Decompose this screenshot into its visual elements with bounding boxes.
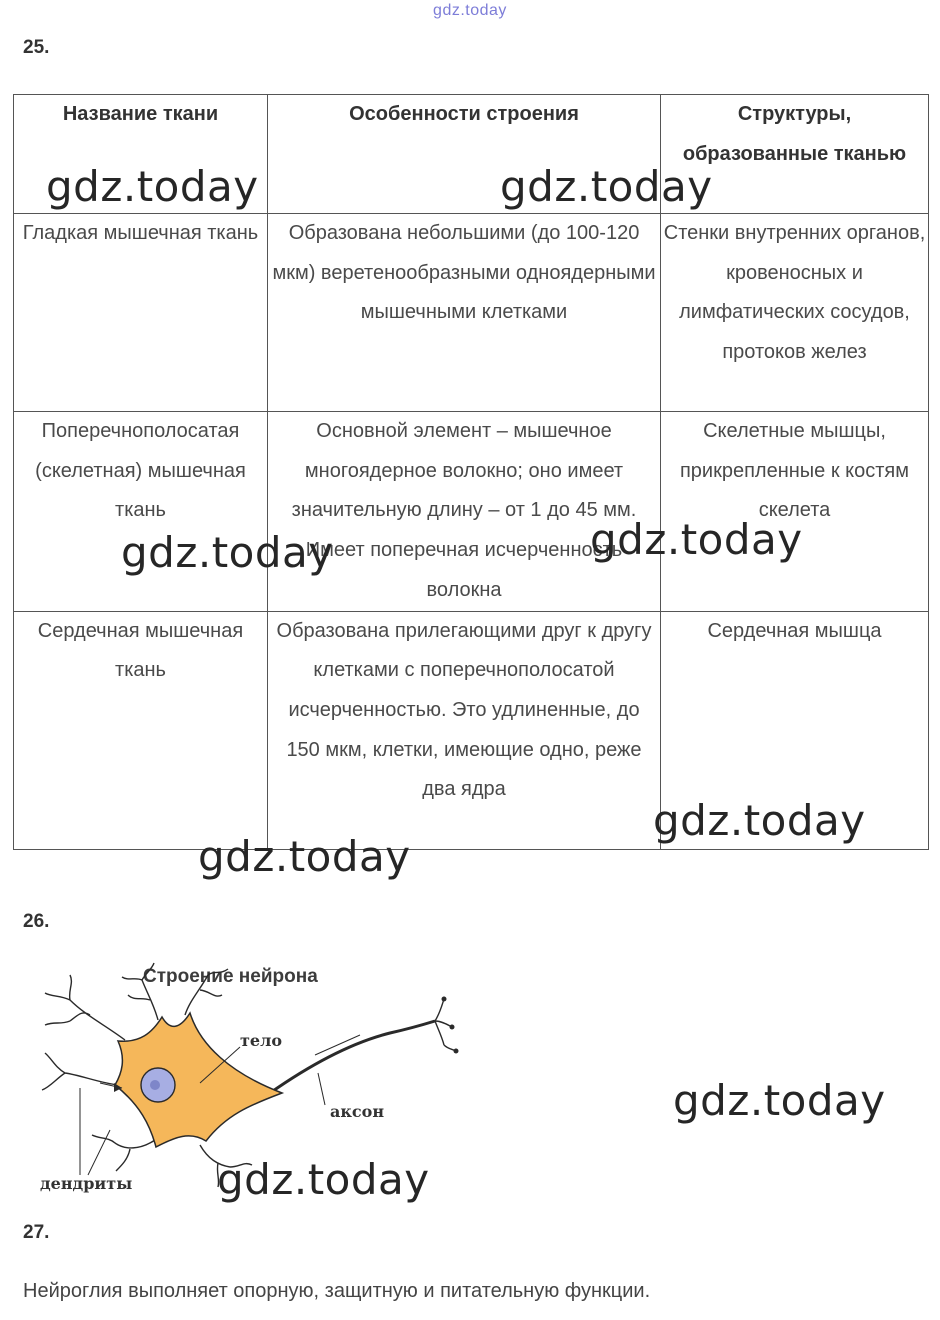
- watermark: gdz.today: [653, 796, 866, 845]
- cell-formed-structures: Скелетные мышцы, прикрепленные к костям скелета: [661, 412, 929, 612]
- axon-terminal: [450, 1025, 455, 1030]
- label-axon: аксон: [330, 1102, 385, 1121]
- table-header-row: [14, 95, 929, 214]
- task-27-number: 27.: [23, 1222, 50, 1243]
- watermark: gdz.today: [673, 1076, 886, 1125]
- watermark: gdz.today: [217, 1155, 430, 1204]
- cell-tissue-name: Сердечная мышечная ткань: [14, 611, 268, 849]
- neuron-diagram: [30, 955, 460, 1205]
- table-row: [14, 611, 929, 849]
- watermark: gdz.today: [590, 515, 803, 564]
- cell-structure-features: Образована небольшими (до 100-120 мкм) веретенообразными одноядерными мышечными клетками: [268, 214, 661, 412]
- cell-formed-structures: Стенки внутренних органов, кровеносных и лимфатических сосудов, протоков желез: [661, 214, 929, 412]
- watermark: gdz.today: [198, 832, 411, 881]
- header-tissue-name: Название ткани: [14, 95, 268, 214]
- cell-structure-features: Образована прилегающими друг к другу клетками с поперечнополосатой исчерченностью. Это удлиненные, до 150 мкм, клетки, имеющие одно, реже два ядра: [268, 611, 661, 849]
- task-26-number: 26.: [23, 911, 50, 932]
- task-27-answer: Нейроглия выполняет опорную, защитную и питательную функции.: [23, 1280, 651, 1302]
- neuron-figure-title: Строение нейрона: [143, 966, 318, 987]
- cell-tissue-name: Гладкая мышечная ткань: [14, 214, 268, 412]
- tissue-table: [13, 94, 929, 850]
- neuron-nucleolus: [150, 1080, 160, 1090]
- site-logo[interactable]: gdz.today: [433, 2, 507, 19]
- table-row: [14, 412, 929, 612]
- table-row: [14, 214, 929, 412]
- label-dendrites: дендриты: [40, 1174, 133, 1193]
- axon-terminal: [454, 1049, 459, 1054]
- watermark: gdz.today: [500, 162, 713, 211]
- watermark: gdz.today: [121, 528, 334, 577]
- axon-terminal: [442, 997, 447, 1002]
- task-25-number: 25.: [23, 37, 50, 58]
- header-formed-structures: Структуры, образованные тканью: [661, 95, 929, 214]
- header-structure-features: Особенности строения: [268, 95, 661, 214]
- cell-tissue-name: Поперечнополосатая (скелетная) мышечная ткань: [14, 412, 268, 612]
- cell-structure-features: Основной элемент – мышечное многоядерное волокно; оно имеет значительную длину – от 1 до 45 мм. Имеет поперечная исчерченность волокна: [268, 412, 661, 612]
- label-body: тело: [240, 1031, 283, 1050]
- axon-line: [270, 999, 456, 1093]
- watermark: gdz.today: [46, 162, 259, 211]
- cell-formed-structures: Сердечная мышца: [661, 611, 929, 849]
